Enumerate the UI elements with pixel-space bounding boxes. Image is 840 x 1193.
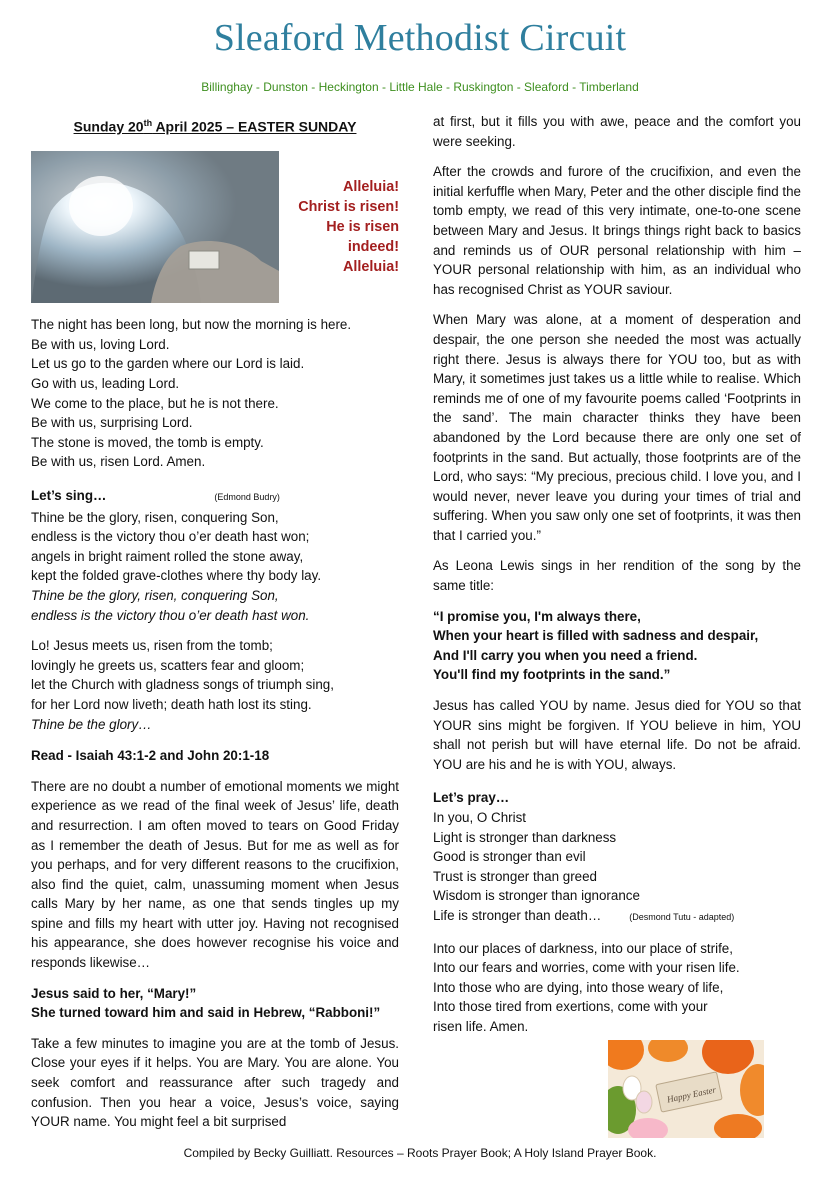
opening-prayer xyxy=(31,315,399,472)
hymn-chorus-line: Thine be the glory, risen, conquering Son, xyxy=(31,587,279,603)
pray-heading: Let’s pray… xyxy=(433,790,510,806)
sing-heading-row xyxy=(31,486,399,508)
service-date xyxy=(31,114,399,137)
prayer-line: Be with us, surprising Lord. xyxy=(31,415,193,431)
prayer-line: The night has been long, but now the morning is here. xyxy=(31,317,352,333)
empty-tomb-image xyxy=(31,151,279,303)
prayer-line: Trust is stronger than greed xyxy=(433,868,597,884)
date-prefix: Sunday 20 xyxy=(73,118,144,135)
reflection-paragraph: As Leona Lewis sings in her rendition of the song by the same title: xyxy=(433,558,801,594)
alleluia-response xyxy=(281,177,399,277)
reflection-paragraph: After the crowds and furore of the crucifixion, and even the initial kerfuffle when Mary, Peter and the other disciple find the tomb empty, we read of this very intimate, one-to-one scene between Mary and Jesus. It brings things right back to basics and reminds us of OUR personal relationship with him – YOUR personal relationship with him, as an individual who has recognised Christ as YOUR saviour. xyxy=(433,164,801,297)
alleluia-line: indeed! xyxy=(347,239,399,256)
prayer-line: Go with us, leading Lord. xyxy=(31,376,180,392)
hymn-line: angels in bright raiment rolled the stone away, xyxy=(31,548,304,564)
alleluia-line: Alleluia! xyxy=(343,259,399,276)
reflection-paragraph: Take a few minutes to imagine you are at the tomb of Jesus. Close your eyes if it helps. You are Mary. You are alone. You seek comfort and reassurance after such tragedy and confusion. Then you hear a voice, Jesus’s voice, saying YOUR name. You might feel a bit surprised xyxy=(31,1035,399,1130)
circuit-churches: Billinghay - Dunston - Heckington - Little Hale - Ruskington - Sleaford - Timberland xyxy=(201,80,639,94)
hymn-line: lovingly he greets us, scatters fear and gloom; xyxy=(31,657,305,673)
reflection-paragraph: When Mary was alone, at a moment of desperation and despair, the one person she needed the most was actually right there. Jesus is always there for YOU too, but as with Mary, it sometimes just takes us a little while to realise. Which reminds me of one of my favourite poems called ‘Footprints in the sand’. The main character thinks they have been abandoned by the Lord because there are only one set of footprints in the sand. But actually, those footprints are of the Lord, who says: “My precious, precious child. I love you, and I would never, never leave you during your times of trial and suffering. When you saw only one set of footprints, it was then that I carried you.” xyxy=(433,312,801,543)
right-column xyxy=(433,112,801,1037)
prayer-line: Into our places of darkness, into our place of strife, xyxy=(433,940,733,956)
reflection-paragraph: There are no doubt a number of emotional moments we might experience as we read of the final week of Jesus’ life, death and resurrection. I am often moved to tears on Good Friday as I remember the death of Jesus. But for me as well as for you perhaps, and for very different reasons to the crucifixion, also find the quiet, calm, unassuming moment when Jesus calls Mary by her name, as one that sends tingles up my spine and fills my heart with utter joy. Having not recognised his appearance, she does however recognise his voice and responds likewise… xyxy=(31,778,399,971)
prayer-line: Into those tired from exertions, come with your xyxy=(433,999,708,1015)
date-suffix: April 2025 – EASTER SUNDAY xyxy=(152,118,357,135)
closing-prayer xyxy=(433,939,801,1037)
easter-tulips-image xyxy=(608,1040,764,1138)
prayer-credit: (Desmond Tutu - adapted) xyxy=(629,911,735,922)
prayer-line: In you, O Christ xyxy=(433,810,527,825)
easter-card-label: Happy Easter xyxy=(666,1084,717,1105)
quote-line: “I promise you, I'm always there, xyxy=(433,608,641,624)
tutu-prayer xyxy=(433,808,801,928)
scripture-line: Jesus said to her, “Mary!” xyxy=(31,985,197,1001)
hymn-line: Thine be the glory, risen, conquering Son, xyxy=(31,509,279,525)
prayer-line: Be with us, loving Lord. xyxy=(31,336,170,352)
reflection-paragraph: Jesus has called YOU by name. Jesus died for YOU so that YOUR sins might be forgiven. If YOU believe in him, YOU shall not perish but will have eternal life. Do not be afraid. YOU are his and he is with YOU, always. xyxy=(433,698,801,772)
hymn-line: let the Church with gladness songs of triumph sing, xyxy=(31,677,334,693)
hymn-line: kept the folded grave-clothes where thy body lay. xyxy=(31,568,322,584)
hymn-line: for her Lord now liveth; death hath lost its sting. xyxy=(31,696,312,712)
quote-line: And I'll carry you when you need a friend. xyxy=(433,647,698,663)
sing-heading: Let’s sing… xyxy=(31,488,107,503)
prayer-line: Into our fears and worries, come with your risen life. xyxy=(433,960,740,976)
alleluia-line: Christ is risen! xyxy=(298,199,399,216)
alleluia-line: He is risen xyxy=(326,219,399,236)
prayer-line: Let us go to the garden where our Lord is laid. xyxy=(31,356,305,372)
hymn-line: endless is the victory thou o’er death hast won; xyxy=(31,529,310,545)
prayer-line: Good is stronger than evil xyxy=(433,849,586,865)
prayer-last-row xyxy=(433,906,801,928)
quote-line: You'll find my footprints in the sand.” xyxy=(433,667,671,683)
prayer-line: Into those who are dying, into those weary of life, xyxy=(433,979,724,995)
date-sup: th xyxy=(143,118,153,128)
left-column xyxy=(31,112,399,1143)
prayer-line: Light is stronger than darkness xyxy=(433,829,617,845)
jesus-said xyxy=(31,984,399,1023)
page-footer: Compiled by Becky Guilliatt. Resources – Roots Prayer Book; A Holy Island Prayer Book. xyxy=(183,1146,657,1160)
alleluia-line: Alleluia! xyxy=(343,179,399,196)
hymn-verse-2 xyxy=(31,636,399,734)
prayer-line: Life is stronger than death… xyxy=(433,907,602,923)
prayer-line: The stone is moved, the tomb is empty. xyxy=(31,434,264,450)
hymn-credit: (Edmond Budry) xyxy=(214,492,280,502)
page-title: Sleaford Methodist Circuit xyxy=(213,17,627,59)
hymn-line: Lo! Jesus meets us, risen from the tomb; xyxy=(31,638,273,654)
quote-line: When your heart is filled with sadness and despair, xyxy=(433,628,759,644)
prayer-line: risen life. Amen. xyxy=(433,1018,529,1034)
scripture-line: She turned toward him and said in Hebrew, “Rabboni!” xyxy=(31,1005,381,1021)
reading-heading: Read - Isaiah 43:1-2 and John 20:1-18 xyxy=(31,748,270,764)
song-quote xyxy=(433,607,801,685)
hymn-chorus-line: Thine be the glory… xyxy=(31,716,152,732)
prayer-line: Be with us, risen Lord. Amen. xyxy=(31,454,206,470)
hero-block xyxy=(31,151,399,303)
prayer-line: Wisdom is stronger than ignorance xyxy=(433,888,640,904)
hymn-verse-1 xyxy=(31,508,399,626)
hymn-chorus-line: endless is the victory thou o’er death hast won. xyxy=(31,607,310,623)
prayer-line: We come to the place, but he is not there. xyxy=(31,395,279,411)
reflection-paragraph: at first, but it fills you with awe, peace and the comfort you were seeking. xyxy=(433,114,801,149)
